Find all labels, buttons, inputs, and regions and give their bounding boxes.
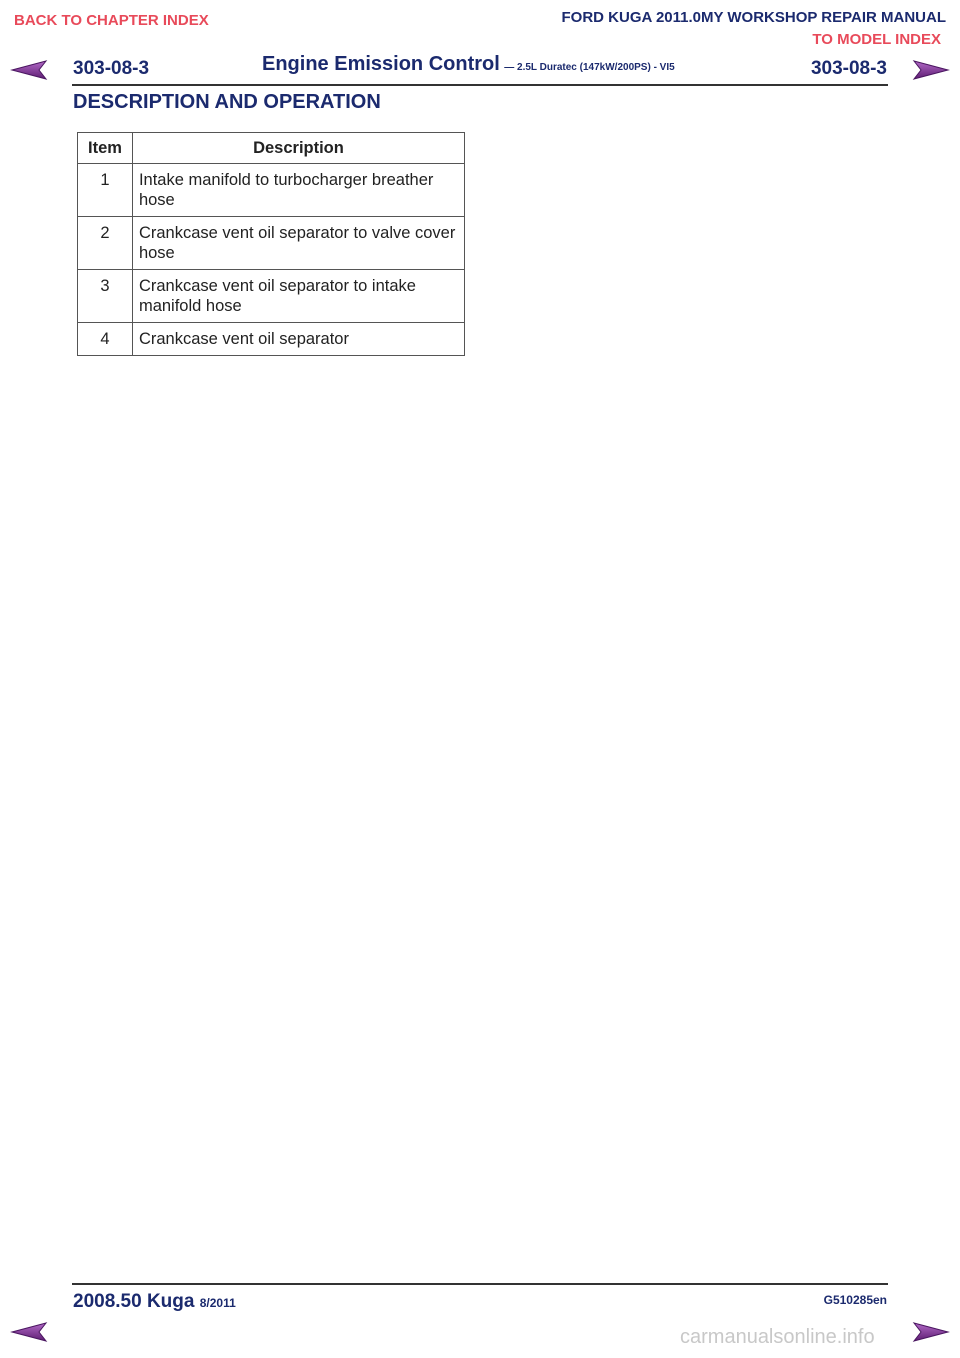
arrow-right-icon[interactable]: [910, 1320, 950, 1344]
to-model-index-link[interactable]: TO MODEL INDEX: [812, 31, 941, 48]
page-heading: DESCRIPTION AND OPERATION: [73, 91, 381, 113]
table-row: [78, 323, 465, 356]
section-number-right: 303-08-3: [810, 58, 887, 79]
manual-title: FORD KUGA 2011.0MY WORKSHOP REPAIR MANUAL: [561, 9, 946, 26]
item-description: Crankcase vent oil separator: [132, 323, 464, 356]
item-number: 1: [78, 164, 133, 217]
footer-code: G510285en: [823, 1293, 887, 1307]
section-number-left: 303-08-3: [73, 58, 150, 79]
item-number: 3: [78, 270, 133, 323]
back-to-chapter-index-link[interactable]: BACK TO CHAPTER INDEX: [14, 12, 209, 29]
footer-model-name: 2008.50 Kuga: [73, 1291, 195, 1312]
items-table: [77, 132, 465, 356]
section-title: Engine Emission Control: [262, 53, 500, 75]
footer-divider: [72, 1283, 888, 1285]
watermark: carmanualsonline.info: [680, 1326, 875, 1348]
arrow-left-icon[interactable]: [10, 58, 50, 82]
footer-model: [73, 1291, 236, 1313]
item-description: Crankcase vent oil separator to valve cover hose: [132, 217, 464, 270]
arrow-left-icon[interactable]: [10, 1320, 50, 1344]
arrow-right-icon[interactable]: [910, 58, 950, 82]
item-number: 4: [78, 323, 133, 356]
header-divider: [72, 84, 888, 86]
table-header-row: [78, 133, 465, 164]
item-description: Crankcase vent oil separator to intake manifold hose: [132, 270, 464, 323]
item-number: 2: [78, 217, 133, 270]
footer-date: 8/2011: [199, 1296, 236, 1310]
item-description: Intake manifold to turbocharger breather hose: [132, 164, 464, 217]
column-header-item: Item: [78, 133, 133, 164]
section-header: [262, 53, 675, 76]
column-header-description: Description: [132, 133, 464, 164]
section-subtitle: — 2.5L Duratec (147kW/200PS) - VI5: [504, 62, 675, 73]
table-row: [78, 164, 465, 217]
table-row: [78, 217, 465, 270]
table-row: [78, 270, 465, 323]
